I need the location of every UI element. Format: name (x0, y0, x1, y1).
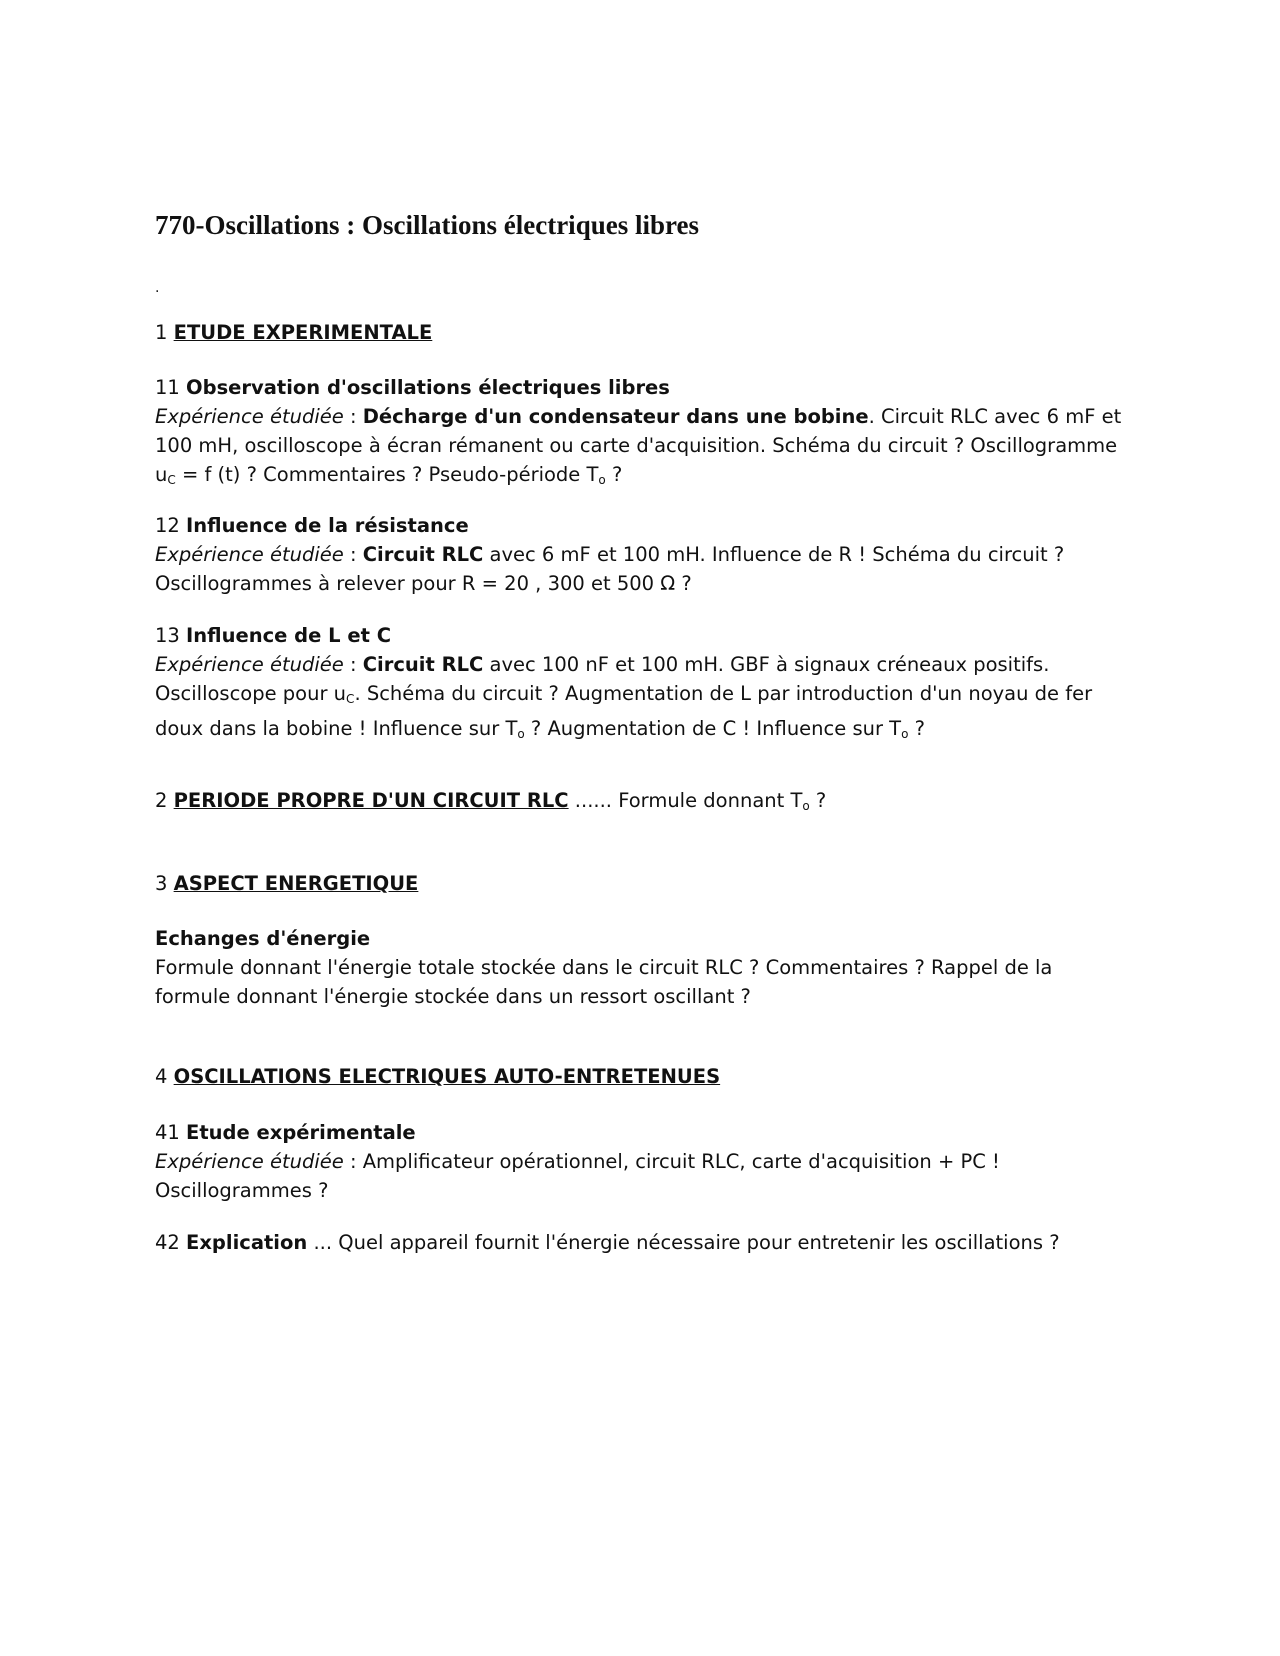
stray-dot: . (155, 280, 160, 296)
section-4-heading (155, 1062, 1125, 1091)
subsection-12 (155, 511, 1125, 598)
subsection-heading (155, 373, 1125, 402)
subsection-title: Observation d'oscillations électriques libres (186, 376, 670, 399)
subsection-title: Etude expérimentale (186, 1121, 416, 1144)
section-number: 3 (155, 872, 168, 895)
subsection-title: Explication (186, 1231, 308, 1254)
section-title: ASPECT ENERGETIQUE (173, 872, 419, 895)
subsection-body (155, 402, 1125, 495)
colon: : (343, 543, 363, 566)
body-text: ... Quel appareil fournit l'énergie nécessaire pour entretenir les oscillations ? (307, 1231, 1060, 1254)
body-text: Amplificateur opérationnel, circuit RLC, carte d'acquisition + PC ! Oscillogrammes ? (155, 1150, 1000, 1202)
experience-label: Expérience étudiée (155, 405, 344, 428)
colon: : (343, 405, 363, 428)
body-text: ? Augmentation de C ! Influence sur T (524, 717, 902, 740)
subsection-title: Echanges d'énergie (155, 927, 371, 950)
subscript-o: o (598, 473, 606, 487)
subsection-heading (155, 1118, 1125, 1147)
subsection-number: 13 (155, 624, 180, 647)
subsection-number: 42 (155, 1231, 180, 1254)
subsection-body (155, 650, 1125, 749)
body-text: ...... Formule donnant T (568, 789, 803, 812)
section-2 (155, 786, 1125, 821)
experience-label: Expérience étudiée (155, 1150, 344, 1173)
experience-label: Expérience étudiée (155, 653, 344, 676)
subsection-title: Influence de L et C (186, 624, 392, 647)
section-3-heading (155, 869, 1125, 898)
subsection-heading (155, 511, 1125, 540)
body-text: ? (908, 717, 926, 740)
colon: : (343, 1150, 363, 1173)
section-1-heading (155, 318, 1125, 347)
subsection-title: Influence de la résistance (186, 514, 469, 537)
section-number: 4 (155, 1065, 168, 1088)
section-title: OSCILLATIONS ELECTRIQUES AUTO-ENTRETENUES (173, 1065, 721, 1088)
subsection-body (155, 540, 1125, 598)
subsection-number: 11 (155, 376, 180, 399)
subsection-heading (155, 621, 1125, 650)
subscript-o: o (517, 727, 525, 741)
experience-name: Circuit RLC (362, 543, 484, 566)
energy-exchange (155, 924, 1125, 1011)
body-text: . Circuit RLC avec 6 mF et 100 mH, oscilloscope à écran rémanent ou carte d'acquisition. Schéma du circuit ? Oscillogramme u (155, 405, 1122, 486)
section-title: ETUDE EXPERIMENTALE (173, 321, 433, 344)
subsection-body (155, 1147, 1125, 1205)
body-text: ? (605, 463, 623, 486)
section-number: 1 (155, 321, 168, 344)
body-text: . Schéma du circuit ? Augmentation de L par introduction d'un noyau de fer doux dans la bobine ! Influence sur T (155, 682, 1093, 740)
body-text: avec 6 mF et 100 mH. Influence de R ! Schéma du circuit ? Oscillogrammes à relever pour R = 20 , 300 et 500 Ω ? (155, 543, 1065, 595)
body-text: ? (809, 789, 827, 812)
subsection-13 (155, 621, 1125, 749)
section-number: 2 (155, 789, 168, 812)
subsection-number: 12 (155, 514, 180, 537)
experience-label: Expérience étudiée (155, 543, 344, 566)
subsection-41 (155, 1118, 1125, 1205)
subsection-11 (155, 373, 1125, 495)
subscript-c: C (346, 692, 355, 706)
body-text: = f (t) ? Commentaires ? Pseudo-période T (175, 463, 599, 486)
subsection-body: Formule donnant l'énergie totale stockée dans le circuit RLC ? Commentaires ? Rappel de la formule donnant l'énergie stockée dans un ressort oscillant ? (155, 956, 1053, 1008)
experience-name: Décharge d'un condensateur dans une bobine (362, 405, 869, 428)
subsection-number: 41 (155, 1121, 180, 1144)
page-title: 770-Oscillations : Oscillations électriques libres (155, 210, 699, 240)
section-title: PERIODE PROPRE D'UN CIRCUIT RLC (173, 789, 569, 812)
subsection-42 (155, 1228, 1125, 1257)
experience-name: Circuit RLC (362, 653, 484, 676)
body-text: avec 100 nF et 100 mH. GBF à signaux créneaux positifs. Oscilloscope pour u (155, 653, 1050, 705)
colon: : (343, 653, 363, 676)
subscript-o: o (901, 727, 909, 741)
subscript-c: C (167, 473, 176, 487)
subscript-o: o (802, 799, 810, 813)
